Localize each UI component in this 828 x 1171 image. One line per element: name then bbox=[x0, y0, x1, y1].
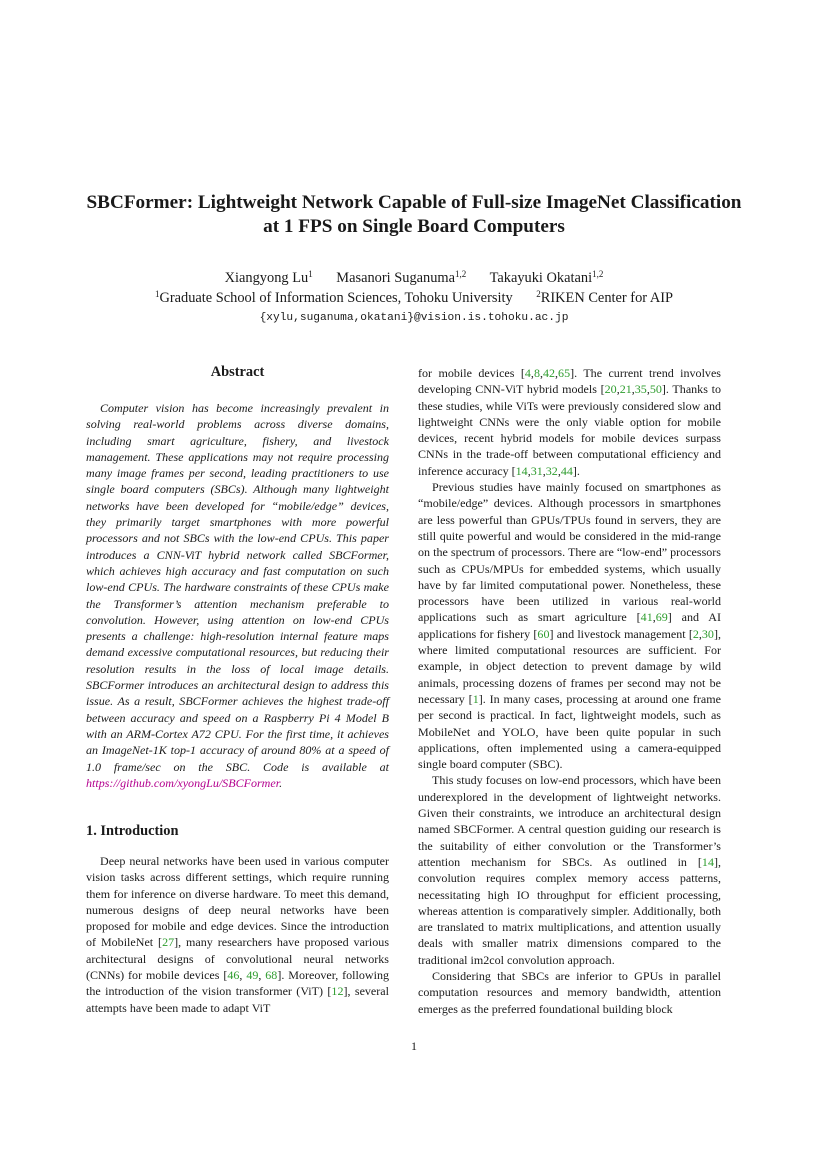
title-line-1: SBCFormer: Lightweight Network Capable of Full-size ImageNet Classification bbox=[86, 192, 742, 213]
author-names: Xiangyong Lu$^1$ Masanori Suganuma$^{1,2}$ Takayuki Okatani$^{1,2}$ bbox=[224, 269, 604, 286]
citation[interactable]: 65 bbox=[558, 366, 571, 380]
code-link[interactable]: https://github.com/xyongLu/SBCFormer bbox=[86, 775, 280, 790]
citation[interactable]: 32 bbox=[545, 463, 558, 478]
author-3: Takayuki Okatani bbox=[489, 270, 593, 286]
citation[interactable]: 41 bbox=[640, 610, 653, 625]
citation[interactable]: 14 bbox=[701, 854, 714, 869]
citation[interactable]: 8 bbox=[533, 366, 540, 380]
paper-title bbox=[0, 191, 828, 239]
citation[interactable]: 27 bbox=[162, 935, 175, 950]
citation[interactable]: 1 bbox=[472, 691, 479, 706]
title-line-2: at 1 FPS on Single Board Computers bbox=[263, 216, 565, 237]
affiliations: $^1$Graduate School of Information Sciences, Tohoku University $^2$RIKEN Center for AIP bbox=[154, 289, 674, 306]
author-emails: {xylu,suganuma,okatani}@vision.is.tohoku.ac.jp bbox=[259, 312, 569, 324]
citation[interactable]: 20 bbox=[604, 382, 617, 397]
citation[interactable]: 21 bbox=[619, 382, 632, 397]
introduction-left-column: Deep neural networks have been used in various computer vision tasks across different settings, which require running them for inference on diverse hardware. To meet this demand, numerous designs of deep neural networks have been proposed for mobile and edge devices. Since the introduction of MobileNet [27], many researchers have proposed various architectural designs of convolutional neural networks (CNNs) for mobile devices [46, 49, 68]. Moreover, following the introduction of the vision transformer (ViT) [12], several attempts have been made to adapt ViT bbox=[86, 854, 390, 1015]
citation[interactable]: 60 bbox=[537, 626, 550, 641]
section-heading-introduction: 1. Introduction bbox=[86, 823, 179, 839]
citation[interactable]: 46 bbox=[227, 968, 240, 983]
paragraph: Previous studies have mainly focused on smartphones as “mobile/edge” devices. Although processors in smartphones are less powerful than GPUs/TPUs found in servers, they are still quite powerful and would be considered in the mid-range on the spectrum of processors. There are “low-end” processors such as CPUs/MPUs for embedded systems, which usually have by far limited computational power. Nonetheless, these processors have been utilized in various real-world applications such as smart agriculture [41,69] and AI applications for fishery [60] and livestock management [2,30], where limited computational resources are sufficient. For example, in object detection to prevent damage by wild animals, processing dozens of frames per second may not be necessary [1]. In many cases, processing at around one frame per second is practical. In fact, lightweight models, such as MobileNet and YOLO, have been quite popular in such applications, often implemented using a camera-equipped single board computer (SBC). bbox=[418, 480, 721, 772]
affiliation-2: RIKEN Center for AIP bbox=[540, 290, 674, 306]
affiliation-1: Graduate School of Information Sciences, Tohoku University bbox=[159, 290, 513, 306]
citation[interactable]: 35 bbox=[634, 382, 647, 397]
abstract-body: Computer vision has become increasingly prevalent in solving real-world problems across diverse domains, including smart agriculture, fishery, and livestock management. These applications may not require processing many image frames per second, leading practitioners to use single board computers (SBCs). Although many lightweight networks have been developed for “mobile/edge” devices, they primarily target smartphones with more powerful processors and not SBCs with the low-end CPUs. This paper introduces a CNN-ViT hybrid network called SBCFormer, which achieves high accuracy and fast computation on such low-end CPUs. The hardware constraints of these CPUs make the Transformer’s attention mechanism preferable to convolution. However, using attention on low-end CPUs presents a challenge: high-resolution internal feature maps demand excessive computational resources, but reducing their resolution results in the loss of local image details. SBCFormer introduces an architectural design to address this issue. As a result, SBCFormer achieves the highest trade-off between accuracy and speed on a Raspberry Pi 4 Model B with an ARM-Cortex A72 CPU. For the first time, it achieves an ImageNet-1K top-1 accuracy of around 80% at a speed of 1.0 frame/sec on the SBC. Code is available at https://github.com/xyongLu/SBCFormer. bbox=[86, 401, 389, 790]
introduction-right-column bbox=[418, 365, 721, 1017]
citation[interactable]: 42 bbox=[542, 366, 556, 380]
citation[interactable]: 4 bbox=[524, 366, 531, 380]
paragraph: This study focuses on low-end processors, which have been underexplored in the development of lightweight networks. Given their constraints, we introduce an architectural design named SBCFormer. A central question guiding our research is the suitability of either convolution or the Transformer’s attention mechanism for SBCs. As outlined in [14], convolution requires complex memory access patterns, necessitating high IO throughput for efficient processing, whereas attention is comparatively simpler. Additionally, both are translated to matrix multiplications, and attention usually deals with smaller matrix dimensions compared to the traditional im2col convolution approach. bbox=[418, 773, 721, 967]
author-block bbox=[0, 268, 828, 308]
paragraph: Considering that SBCs are inferior to GPUs in parallel computation resources and memory bandwidth, attention emerges as the preferred foundational building block bbox=[418, 968, 721, 1016]
citation[interactable]: 49 bbox=[246, 968, 259, 983]
citation[interactable]: 12 bbox=[331, 984, 344, 999]
citation[interactable]: 69 bbox=[655, 610, 668, 625]
citation[interactable]: 30 bbox=[701, 626, 714, 641]
page-number: 1 bbox=[411, 1039, 417, 1053]
paragraph: for mobile devices [4,8,42,65]. The current trend involves developing CNN-ViT hybrid models [20,21,35,50]. Thanks to these studies, while ViTs were previously considered slow and lightweight CNNs were the only viable option for mobile devices, recent hybrid models for mobile devices surpass CNNs in the trade-off between computational efficiency and inference accuracy [14,31,32,44]. bbox=[418, 366, 722, 478]
citation[interactable]: 14 bbox=[515, 463, 528, 478]
abstract-heading: Abstract bbox=[210, 364, 265, 380]
citation[interactable]: 50 bbox=[649, 382, 662, 397]
citation[interactable]: 44 bbox=[560, 463, 573, 478]
author-1: Xiangyong Lu bbox=[224, 270, 309, 286]
citation[interactable]: 31 bbox=[530, 463, 543, 478]
citation[interactable]: 2 bbox=[692, 626, 699, 641]
author-2: Masanori Suganuma bbox=[336, 270, 455, 286]
citation[interactable]: 68 bbox=[265, 968, 278, 983]
